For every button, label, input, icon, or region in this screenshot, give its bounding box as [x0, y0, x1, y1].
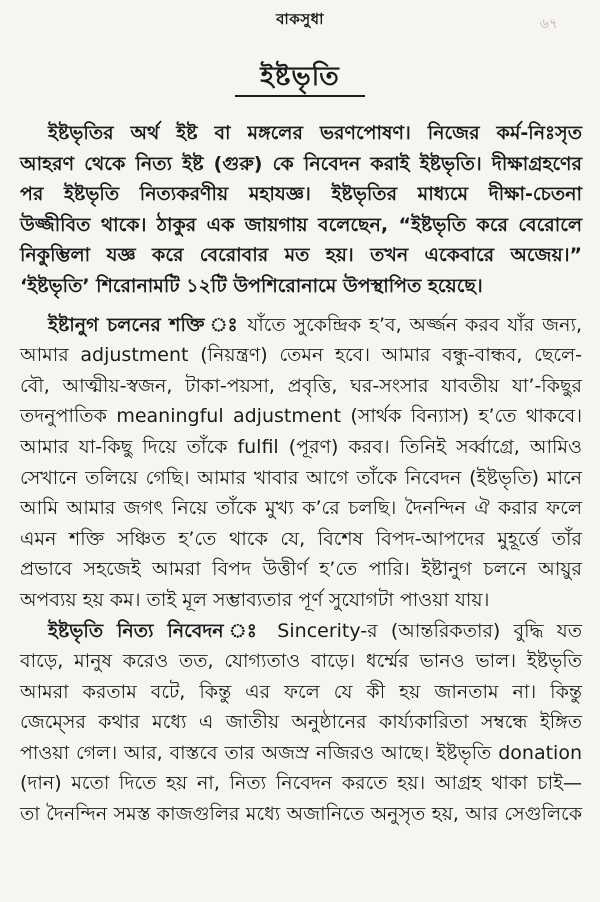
text-line: পাওয়া গেল। আর, বাস্তবে তার অজস্র নজিরও আছে। ইষ্টভৃতি donation: [20, 741, 582, 764]
text-line: জেম্সের কথার মধ্যে এ জাতীয় অনুষ্ঠানের কার্য্যকারিতা সম্বন্ধে ইঙ্গিত: [20, 711, 582, 734]
text-line: ‘ইষ্টভৃতি’ শিরোনামটি ১২টি উপশিরোনামে উপস্থাপিত হয়েছে।: [20, 274, 483, 297]
text-run: Sincerity-র (আন্তরিকতার) বুদ্ধি যত: [264, 619, 582, 642]
text-line: আমার যা-কিছু দিয়ে তাঁকে fulfil (পূরণ) করব। তিনিই সর্ব্বাগ্রে, আমিও: [20, 435, 582, 458]
intro-paragraph: [20, 118, 582, 302]
text-line: উজ্জীবিত থাকে। ঠাকুর এক জায়গায় বলেছেন, “ইষ্টভৃতি করে বেরোলে: [20, 213, 582, 236]
text-run: যাঁতে সুকেন্দ্রিক হ’ব, অর্জ্জন করব যাঁর জন্য,: [239, 313, 582, 336]
text-line: প্রভাবে সহজেই আমরা বিপদ উত্তীর্ণ হ’তে পারি। ইষ্টানুগ চলনে আয়ুর: [20, 558, 582, 581]
paragraph-ishtanug: [20, 310, 582, 616]
text-line: আমি আমার জগৎ নিয়ে তাঁকে মুখ্য ক’রে চলছি। দৈনন্দিন ঐ করার ফলে: [20, 497, 582, 520]
text-line: [20, 616, 582, 647]
text-line: পর ইষ্টভৃতি নিত্যকরণীয় মহাযজ্ঞ। ইষ্টভৃতির মাধ্যমে দীক্ষা-চেতনা: [20, 183, 582, 206]
subheading: ইষ্টভৃতি নিত্য নিবেদন ঃ: [48, 619, 265, 642]
text-line: [20, 310, 582, 341]
section-title: ইষ্টভৃতি: [260, 62, 340, 92]
text-line: নিকুম্ভিলা যজ্ঞ করে বেরোবার মত হয়। তখন একেবারে অজেয়।”: [20, 244, 582, 267]
page-header: [0, 6, 600, 32]
text-line: এমন শক্তি সঞ্চিত হ’তে থাকে যে, বিশেষ বিপদ-আপদের মুহূর্ত্তে তাঁর: [20, 527, 582, 550]
text-line: আহরণ থেকে নিত্য ইষ্ট (গুরু) কে নিবেদন করাই ইষ্টভৃতি। দীক্ষাগ্রহণের: [20, 152, 582, 175]
text-line: আমার adjustment (নিয়ন্ত্রণ) তেমন হবে। আমার বন্ধু-বান্ধব, ছেলে-: [20, 344, 582, 367]
text-line: তদনুপাতিক meaningful adjustment (সার্থক বিন্যাস) হ’তে থাকবে।: [20, 405, 582, 428]
text-line: বৌ, আত্মীয়-স্বজন, টাকা-পয়সা, প্রবৃত্তি, ঘর-সংসার যাবতীয় যা’-কিছুর: [20, 374, 582, 397]
text-line: আমরা করতাম বটে, কিন্তু এর ফলে যে কী হয় জানতাম না। কিন্তু: [20, 680, 582, 703]
text-line: ইষ্টভৃতির অর্থ ইষ্ট বা মঙ্গলের ভরণপোষণ। নিজের কর্ম-নিঃসৃত: [48, 122, 582, 144]
text-line: তা দৈনন্দিন সমস্ত কাজগুলির মধ্যে অজানিতে অনুসৃত হয়, আর সেগুলিকে: [20, 803, 582, 826]
title-underline: [235, 95, 365, 97]
page-number: ৬৭: [539, 16, 558, 32]
text-line: অপব্যয় হয় কম। তাই মূল সম্ভাব্যতার পূর্ণ সুযোগটা পাওয়া যায়।: [20, 588, 490, 611]
subheading: ইষ্টানুগ চলনের শক্তি ঃ: [48, 313, 240, 336]
text-line: সেখানে তলিয়ে গেছি। আমার খাবার আগে তাঁকে নিবেদন (ইষ্টভৃতি) মানে: [20, 466, 582, 489]
paragraph-gap: [20, 302, 582, 310]
running-head: বাকসুধা: [276, 10, 324, 28]
text-line: বাড়ে, মানুষ করেও তত, যোগ্যতাও বাড়ে। ধর্ম্মের ভানও ভাল। ইষ্টভৃতি: [20, 650, 582, 673]
paragraph-nitya-nibedan: [20, 616, 582, 830]
text-line: (দান) মতো দিতে হয় না, নিত্য নিবেদন করতে হয়। আগ্রহ থাকা চাই—: [20, 772, 582, 795]
body-text: [20, 118, 582, 830]
